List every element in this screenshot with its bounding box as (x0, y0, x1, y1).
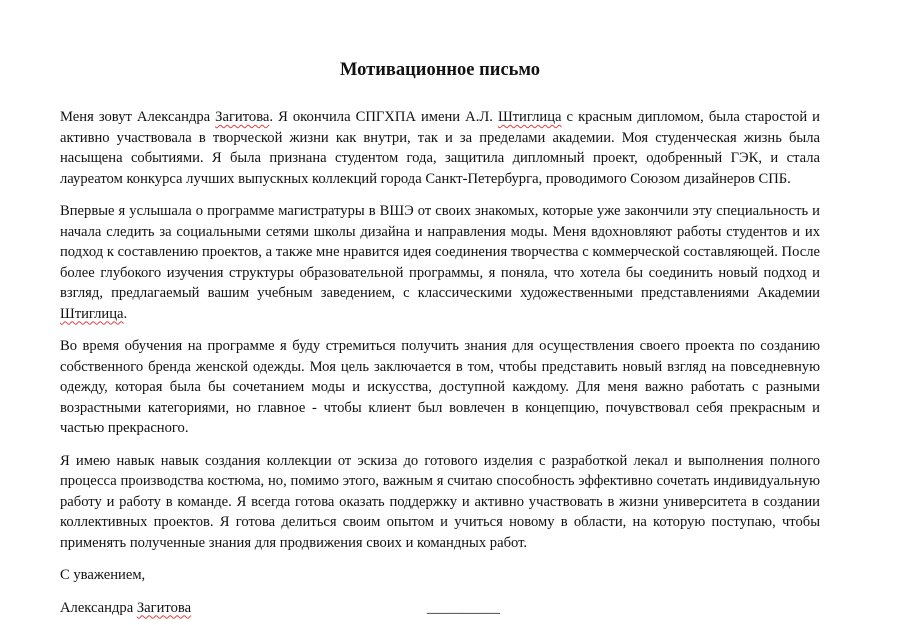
text-run: с красным дипломом, была старостой и активно участвовала в творческой жизни как внутри, так и за пределами академии. Моя студенческая жизнь была насыщена событиями. Я была признана студентом года, защитила дипломный проект, одобренный ГЭК, и стала лауреатом конкурса лучших выпускных коллекций города Санкт-Петербурга, проводимого Союзом дизайнеров СПБ. (60, 109, 820, 187)
spellcheck-word: Загитова (215, 109, 270, 125)
signature-name (60, 598, 191, 619)
text-run: . (123, 305, 128, 322)
text-run: . Я окончила СПГХПА имени А.Л. (269, 109, 498, 125)
spellcheck-word: Штиглица (497, 109, 562, 125)
spellcheck-word: Штиглица (60, 305, 124, 322)
paragraph-program (60, 201, 820, 324)
text-run: Впервые я услышала о программе магистратуры в ВШЭ от своих знакомых, которые уже закончили эту специальность и начала следить за социальными сетями школы дизайна и направления моды. Меня вдохновляют работы студентов и их подход к составлению проектов, а также мне нравится идея соединения творчества с коммерческой составляющей. После более глубокого изучения структуры образовательной программы, я поняла, что хотела бы соединить новый подход и взгляд, предлагаемый вашим учебным заведением, с классическими художественными представлениями Академии (60, 203, 820, 301)
paragraph-goals: Во время обучения на программе я буду стремиться получить знания для осуществления своего проекта по созданию собственного бренда женской одежды. Моя цель заключается в том, чтобы представить новый взгляд на повседневную одежду, которая была бы сочетанием моды и искусства, доступной каждому. Для меня важно работать с разными возрастными категориями, но главное - чтобы клиент был вовлечен в концепцию, почувствовал себя прекрасным и частью прекрасного. (60, 338, 820, 436)
paragraph-intro (60, 107, 820, 189)
signature-row (60, 598, 820, 620)
document-title: Мотивационное письмо (339, 60, 541, 80)
text-run: Меня зовут Александра (60, 109, 216, 125)
signature-line: __________ (427, 599, 500, 616)
closing-line: С уважением, (60, 567, 146, 583)
spellcheck-word: Загитова (136, 599, 192, 616)
paragraph-skills: Я имею навык навык создания коллекции от эскиза до готового изделия с разработкой лекал и выполнения полного процесса производства костюма, но, помимо этого, важным я считаю способность эффективно сочетать индивидуальную работу и работу в команде. Я всегда готова оказать поддержку и активно участвовать в жизни университета в создании коллективных проектов. Я готова делиться своим опытом и учиться новому в области, на которую поступаю, чтобы применять полученные знания для продвижения своих и командных работ. (60, 452, 820, 551)
text-run: Александра (60, 599, 137, 616)
